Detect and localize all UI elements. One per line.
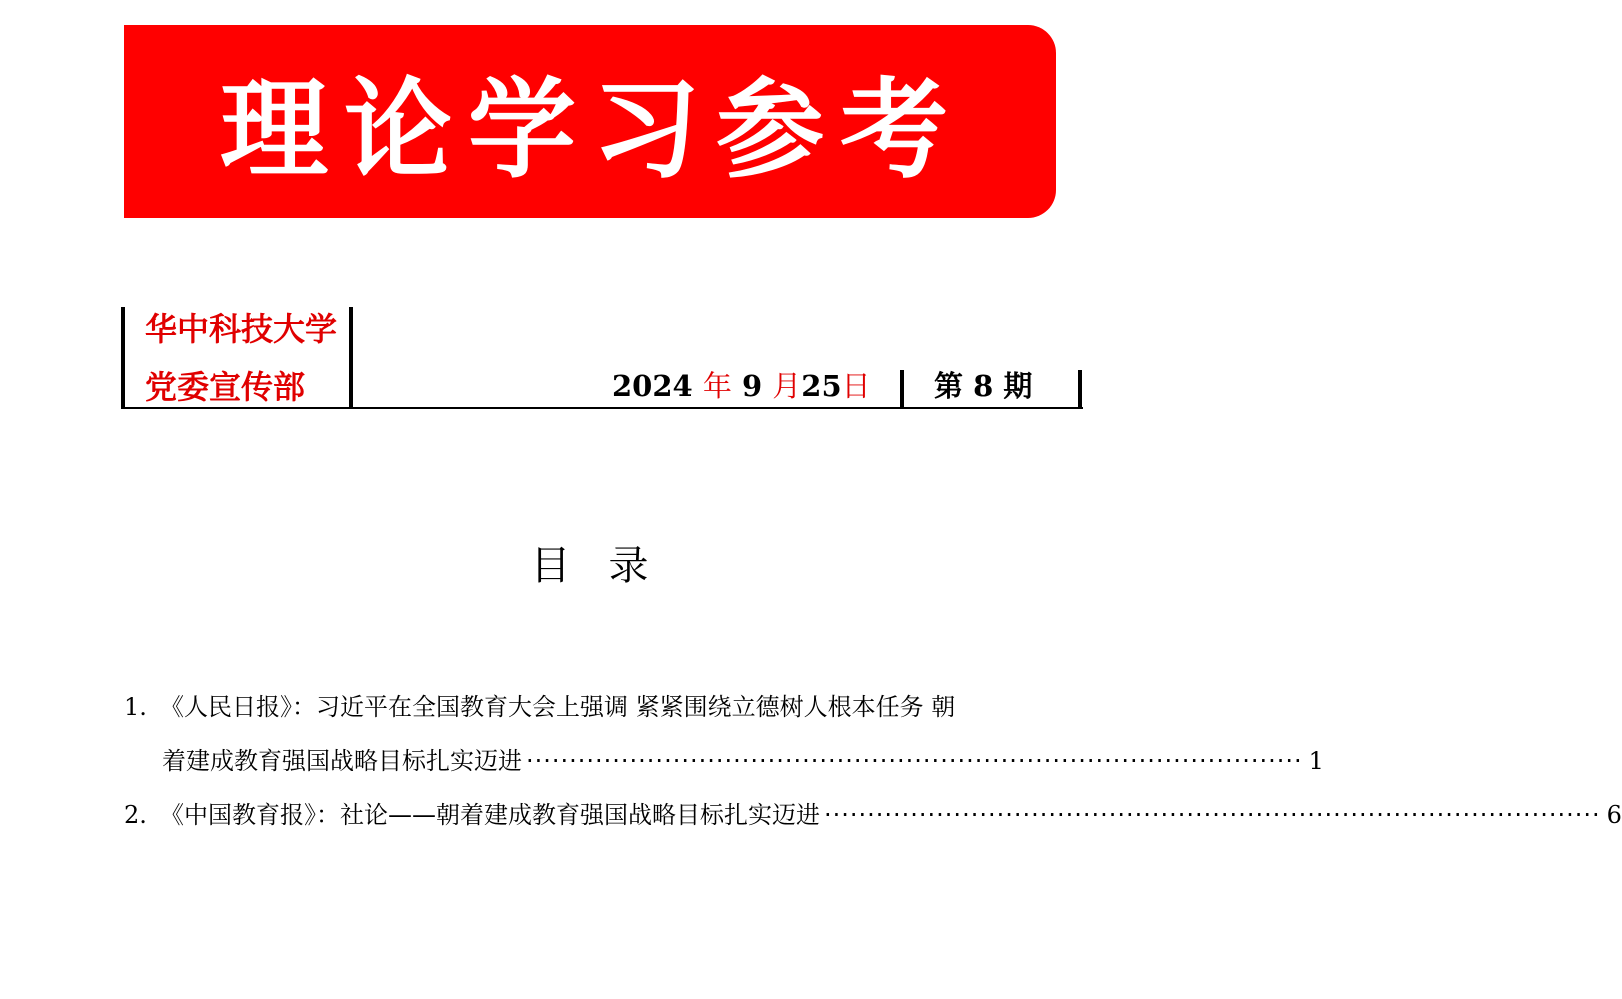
toc-entry-1[interactable] <box>124 680 1324 788</box>
date-issue-separator <box>900 370 904 408</box>
header-rule <box>121 407 1083 409</box>
toc-leader-dots: ·························································································· <box>824 801 1601 829</box>
date-month: 9 <box>741 369 763 403</box>
date-day: 25 <box>801 369 842 403</box>
date-month-unit: 月 <box>772 369 802 403</box>
date-year-unit: 年 <box>702 369 732 403</box>
publisher-box <box>121 307 353 407</box>
publisher-university: 华中科技大学 <box>145 310 338 348</box>
toc-heading: 目录 <box>530 543 687 589</box>
toc-entry-page: 6 <box>1606 801 1622 829</box>
issue-date <box>612 366 871 406</box>
date-day-unit: 日 <box>841 369 871 403</box>
toc-entry-2[interactable] <box>124 788 1622 842</box>
issue-number: 第 8 期 <box>934 369 1033 403</box>
toc-entry-number: 2. <box>124 801 147 829</box>
issue-end-separator <box>1078 370 1082 408</box>
toc-leader-dots: ·························································································· <box>526 747 1303 775</box>
toc-entry-page: 1 <box>1308 747 1324 775</box>
date-year: 2024 <box>612 369 693 403</box>
toc-entry-title-continued: 着建成教育强国战略目标扎实迈进 <box>162 747 522 775</box>
toc-entry-title: 《中国教育报》：社论——朝着建成教育强国战略目标扎实迈进 <box>160 801 820 829</box>
publication-title: 理论学习参考 <box>220 67 965 193</box>
toc-entry-title: 《人民日报》：习近平在全国教育大会上强调 紧紧围绕立德树人根本任务 朝 <box>160 693 956 721</box>
toc-entry-number: 1. <box>124 693 147 721</box>
publisher-department: 党委宣传部 <box>145 368 306 406</box>
table-of-contents <box>124 680 1622 842</box>
